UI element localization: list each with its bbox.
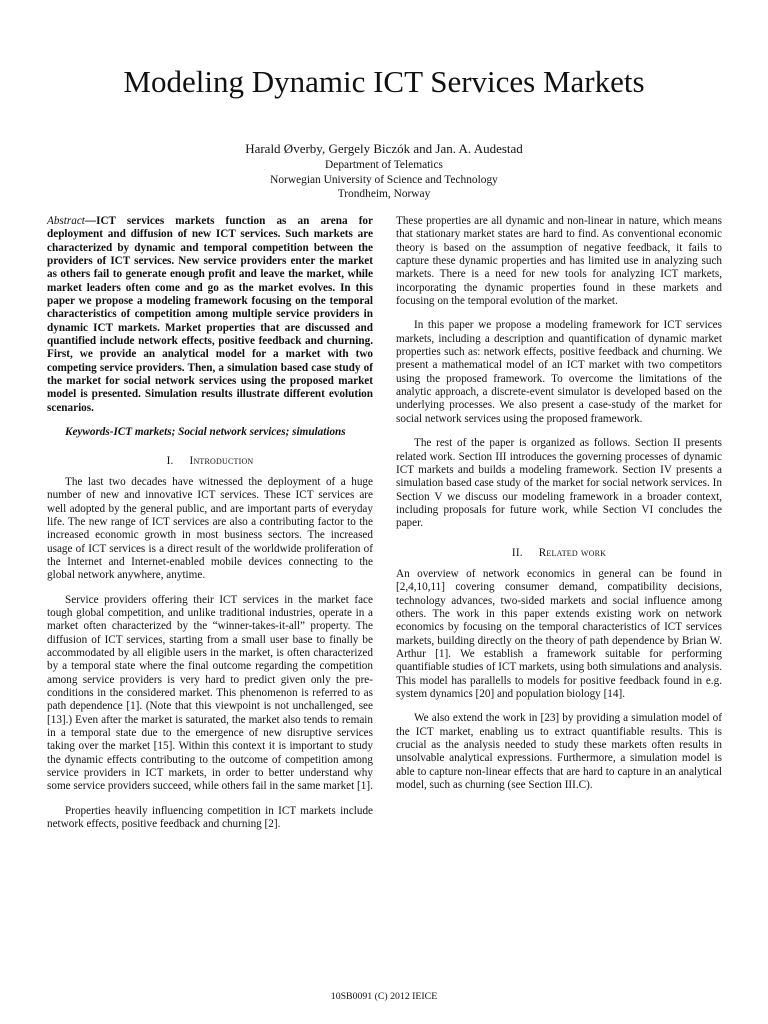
- section-heading-introduction: [47, 455, 373, 468]
- intro-paragraph-2: Service providers offering their ICT services in the market face tough global competition, and unlike traditional industries, operate in a market often characterized by the “winner-takes-it-all” property. The diffusion of ICT services, starting from a small user base to finally be accommodated by all eligible users in the market, is often characterized by a temporal state where the final outcome regarding the competition among service providers is very hard to predict given only the pre-conditions in the considered market. This phenomenon is referred to as path dependence [1]. (Note that this viewpoint is not unchallenged, see [13].) Even after the market is saturated, the market also tends to remain in a temporal state due to the emergence of new disruptive services taking over the market [15]. Within this context it is important to study the dynamic effects contributing to the outcome of competition among service providers in ICT markets, in order to better understand why some service providers succeed, while others fail in the same market [1].: [47, 593, 373, 793]
- intro-paragraph-4: In this paper we propose a modeling framework for ICT services markets, including a description and quantification of dynamic market properties such as: network effects, positive feedback and churning. We present a mathematical model of an ICT market with two competitors using the proposed framework. To overcome the limitations of the analytic approach, a discrete-event simulator is developed based on the underlying processes. We also present a case-study of the market for social network services using the proposed framework.: [396, 319, 722, 425]
- abstract: [47, 215, 373, 415]
- affiliation-department: Department of Telematics: [325, 159, 443, 171]
- affiliation-location: Trondheim, Norway: [337, 188, 431, 201]
- intro-paragraph-3: Properties heavily influencing competition in ICT markets include network effects, positive feedback and churning [2].: [47, 804, 373, 831]
- page-footer: 10SB0091 (C) 2012 IEICE: [330, 991, 438, 1002]
- section-title: Related work: [538, 546, 607, 559]
- intro-paragraph-continued: These properties are all dynamic and non-linear in nature, which means that stationary market states are hard to find. As conventional economic theory is based on the assumption of negative feedback, it fails to capture these dynamic properties and has limited use in analyzing such markets. There is a need for new tools for analyzing ICT markets, incorporating the dynamic properties found in these markets and focusing on the temporal evolution of the market.: [396, 215, 722, 308]
- intro-paragraph-1: The last two decades have witnessed the deployment of a huge number of new and innovative ICT services. These ICT services are well adopted by the general public, and are important parts of everyday life. The new range of ICT services are also a contributing factor to the increased economic growth in most business sectors. The increased usage of ICT services is a direct result of the worldwide proliferation of the Internet and Internet-enabled mobile devices connecting to the global network anywhere, anytime.: [47, 475, 373, 582]
- section-number: II.: [511, 546, 523, 559]
- keywords: Keywords-ICT markets; Social network services; simulations: [65, 426, 346, 439]
- related-paragraph-2: We also extend the work in [23] by providing a simulation model of the ICT market, enabling us to extract quantifiable results. This is crucial as the analysis needed to study these markets often results in unsolvable analytical expressions. Furthermore, a simulation model is able to capture non-linear effects that are hard to capture in an analytical model, such as churning (see Section III.C).: [396, 712, 722, 792]
- right-column: [396, 215, 722, 803]
- intro-paragraph-5: The rest of the paper is organized as follows. Section II presents related work. Section III introduces the governing processes of dynamic ICT markets and builds a modeling framework. Section IV presents a simulation based case study of the market for social network services. In Section V we discuss our modeling framework in a broader context, including proposals for future work, while Section VI concludes the paper.: [396, 437, 722, 530]
- paper-title: Modeling Dynamic ICT Services Markets: [123, 64, 645, 99]
- section-title: Introduction: [189, 454, 254, 467]
- author-list: Harald Øverby, Gergely Biczók and Jan. A. Audestad: [245, 141, 523, 156]
- section-heading-related-work: [396, 547, 722, 560]
- affiliation-university: Norwegian University of Science and Technology: [270, 173, 498, 186]
- affiliation: [0, 158, 768, 202]
- related-paragraph-1: An overview of network economics in general can be found in [2,4,10,11] covering consumer demand, compatibility decisions, technology advances, two-sided markets and social influence among others. The work in this paper extends existing work on network economics by focusing on the temporal characteristics of ICT services markets, building directly on the theory of path dependence by Brian W. Arthur [1]. We establish a framework suitable for performing quantifiable studies of ICT markets, using both simulations and analysis. This model has parallells to models for positive feedback found in e.g. system dynamics [20] and population biology [14].: [396, 567, 722, 700]
- abstract-text: —ICT services markets function as an arena for deployment and diffusion of new ICT services. Such markets are characterized by dynamic and temporal competition between the providers of ICT services. New service providers enter the market as others fail to generate enough profit and leave the market, while market leaders often come and go as the market evolves. In this paper we propose a modeling framework focusing on the temporal characteristics of competition among multiple service providers in dynamic ICT markets. Market properties that are discussed and quantified include network effects, positive feedback and churning. First, we provide an analytical model for a market with two competing service providers. Then, a simulation based case study of the market for social network services using the proposed market model is presented. Simulation results illustrate different evolution scenarios.: [47, 215, 373, 414]
- section-number: I.: [166, 454, 174, 467]
- left-column: [47, 215, 373, 842]
- abstract-label: Abstract: [47, 215, 85, 227]
